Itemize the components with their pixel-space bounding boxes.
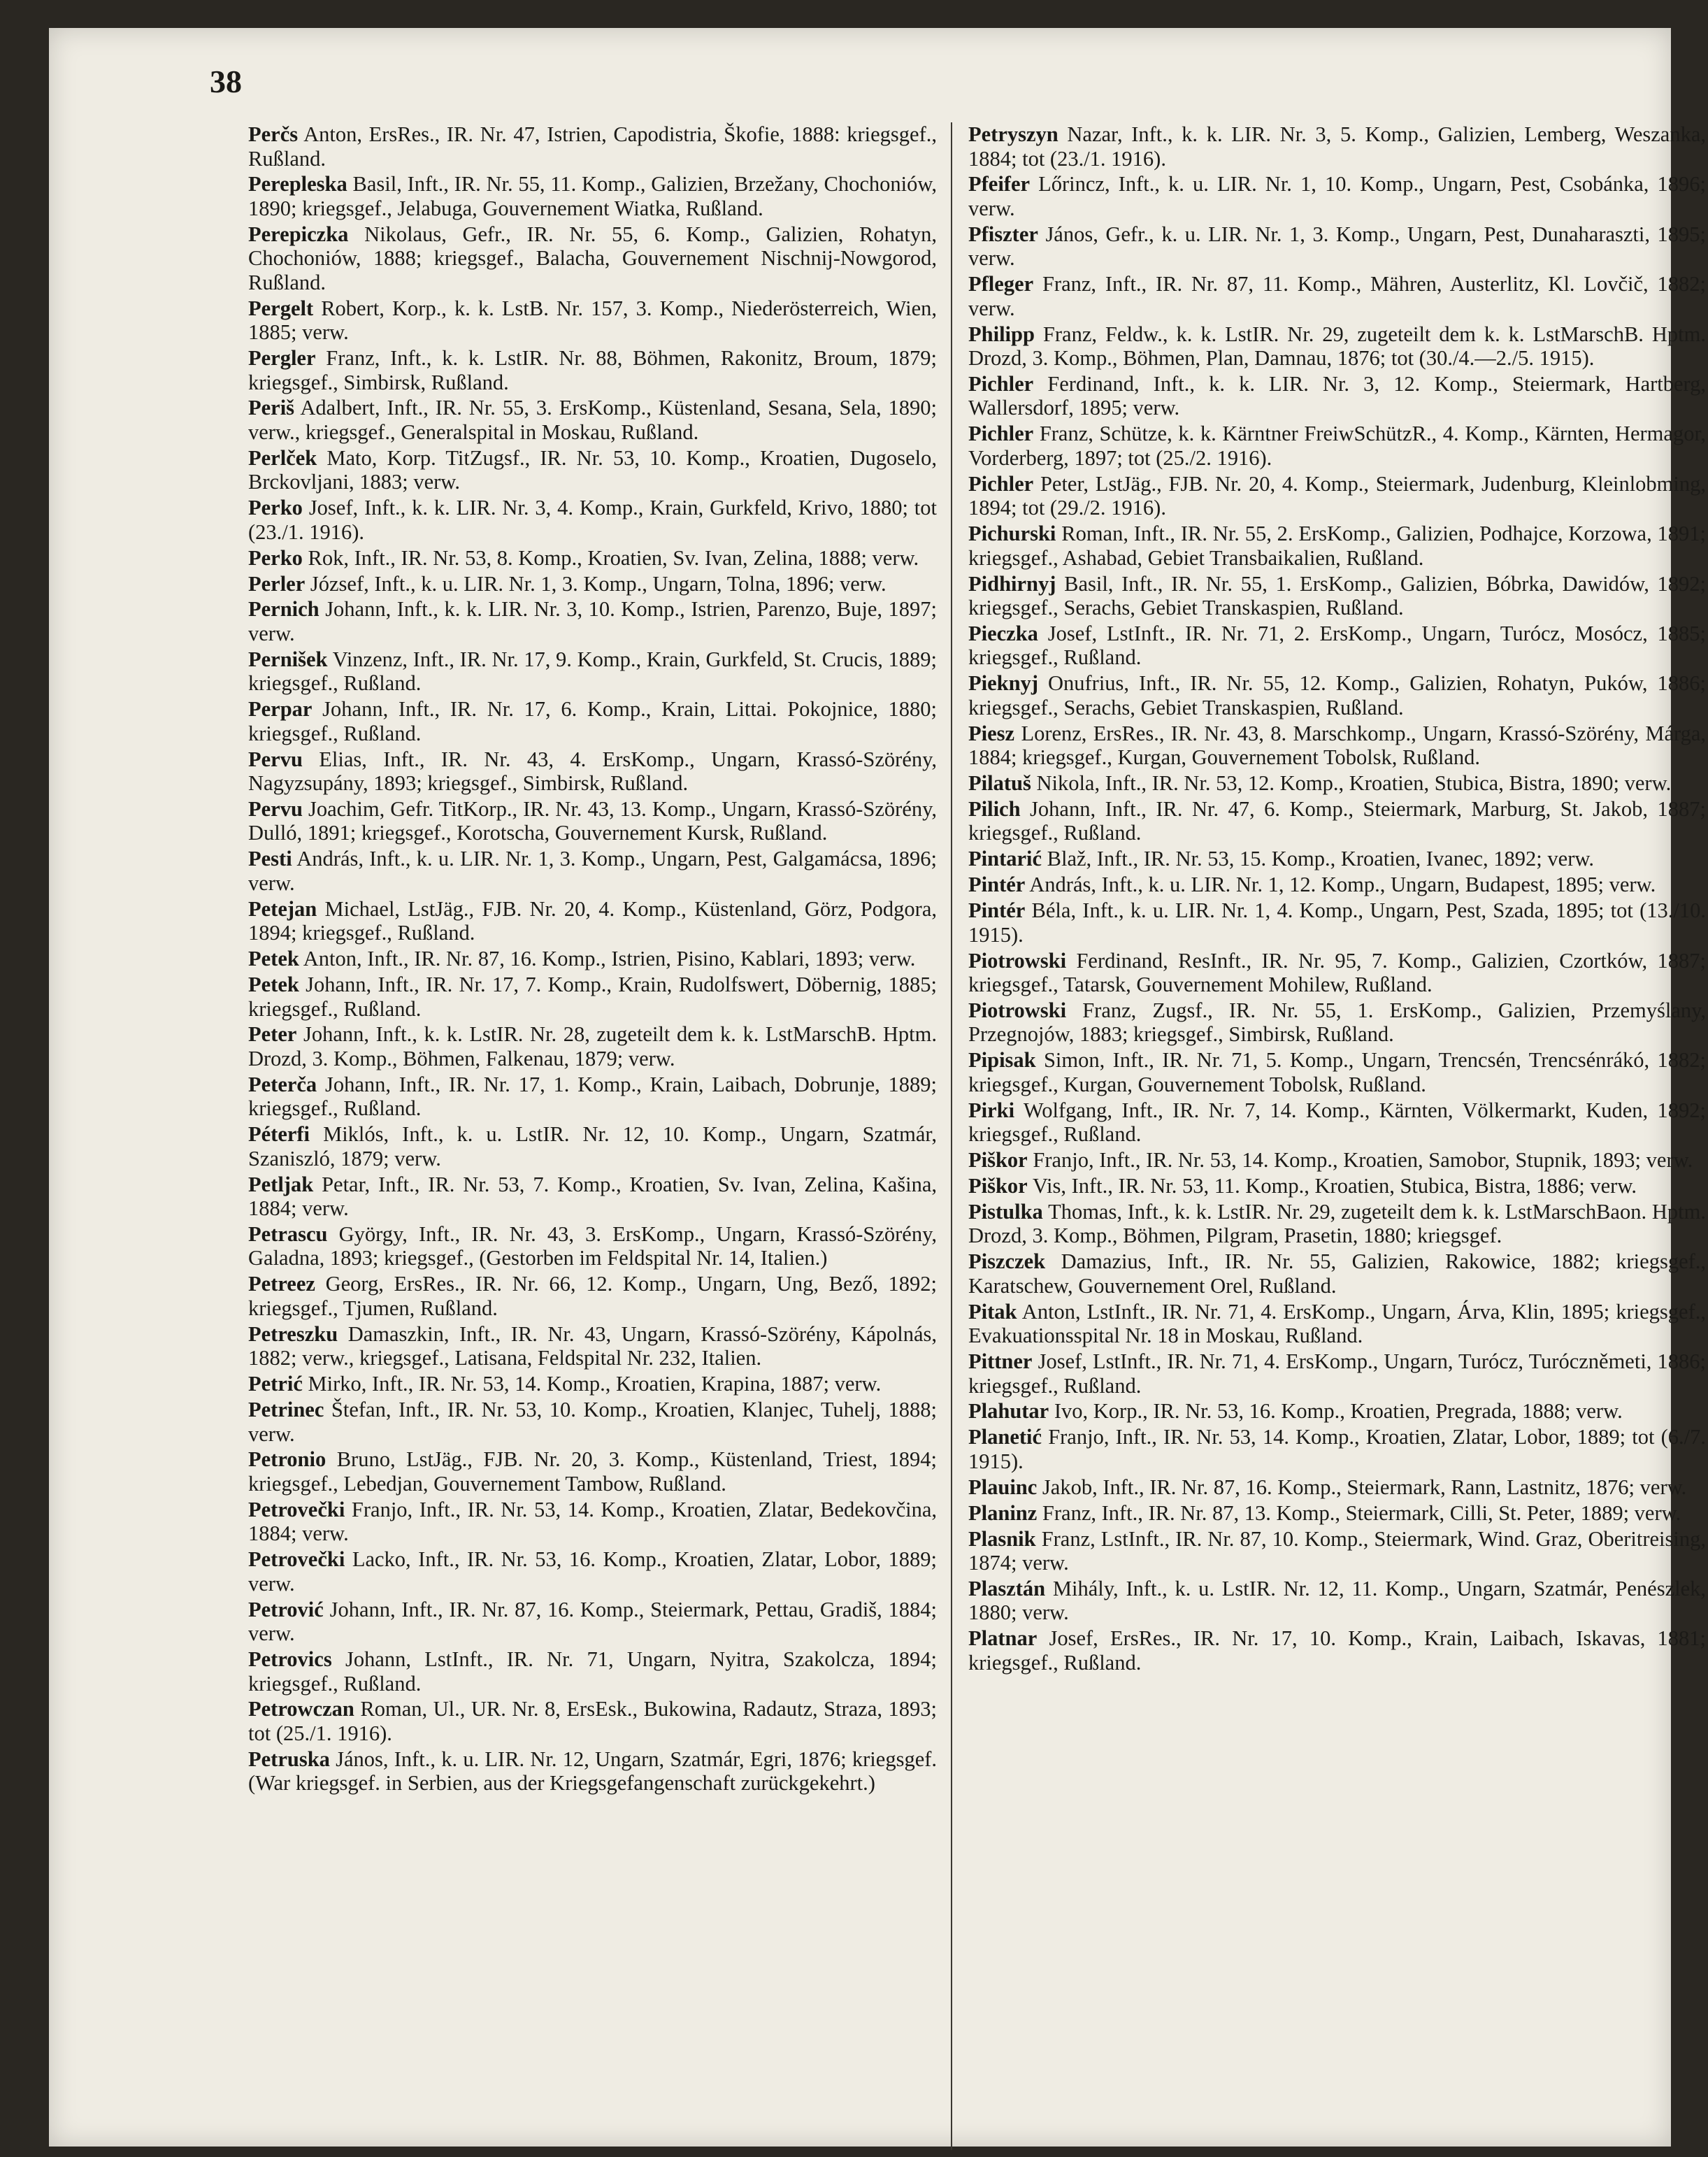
entry-details: Simon, Inft., IR. Nr. 71, 5. Komp., Ungarn, Trencsén, Trencsénrákó, 1882; kriegsgef., Kurgan, Gouvernement Tobolsk, Rußland. (968, 1048, 1706, 1096)
entry-surname: Perko (248, 496, 303, 520)
register-entry (248, 572, 937, 596)
entry-surname: Petronio (248, 1447, 326, 1472)
entry-surname: Pesti (248, 847, 292, 871)
register-entry (248, 346, 937, 394)
entry-surname: Pergelt (248, 296, 314, 320)
register-entry (248, 1322, 937, 1370)
entry-surname: Perčs (248, 122, 299, 146)
entry-details: Franz, Schütze, k. k. Kärntner FreiwSchützR., 4. Komp., Kärnten, Hermagor, Vorderberg, 1897; tot (25./2. 1916). (968, 422, 1707, 470)
entry-surname: Péterfi (248, 1122, 310, 1147)
entry-details: Anton, LstInft., IR. Nr. 71, 4. ErsKomp., Ungarn, Árva, Klin, 1895; kriegsgef., Evakuationsspital Nr. 18 in Moskau, Rußland. (968, 1299, 1706, 1348)
register-entry (248, 1598, 937, 1646)
entry-details: Franz, Inft., IR. Nr. 87, 13. Komp., Steiermark, Cilli, St. Peter, 1889; verw. (1042, 1500, 1681, 1525)
register-entry (248, 847, 937, 895)
register-entry (968, 898, 1706, 947)
entry-details: Peter, LstJäg., FJB. Nr. 20, 4. Komp., Steiermark, Judenburg, Kleinlobming, 1894; tot (29./2. 1916). (968, 471, 1707, 520)
register-entry (248, 697, 937, 745)
entry-surname: Perepiczka (248, 222, 349, 246)
entry-surname: Pernich (248, 597, 320, 622)
entry-surname: Pipisak (968, 1048, 1036, 1073)
entry-surname: Pfiszter (968, 222, 1038, 246)
register-entry (968, 222, 1706, 271)
entry-surname: Planinz (968, 1500, 1038, 1525)
register-entry (968, 522, 1706, 570)
register-entry (968, 847, 1706, 871)
entry-surname: Pichler (968, 371, 1034, 396)
entry-details: Vis, Inft., IR. Nr. 53, 11. Komp., Kroatien, Stubica, Bistra, 1886; verw. (1032, 1173, 1637, 1198)
register-entry (248, 1022, 937, 1070)
entry-details: György, Inft., IR. Nr. 43, 3. ErsKomp., Ungarn, Krassó-Szörény, Galadna, 1893; kriegsgef., (Gestorben im Feldspital Nr. 14, Italien.) (248, 1221, 937, 1270)
entry-surname: Petryszyn (968, 122, 1058, 146)
register-entry (248, 897, 937, 945)
entry-surname: Perpar (248, 697, 313, 722)
entry-surname: Petrovečki (248, 1547, 345, 1572)
entry-surname: Perlček (248, 445, 317, 470)
entry-details: Vinzenz, Inft., IR. Nr. 17, 9. Komp., Krain, Gurkfeld, St. Crucis, 1889; kriegsgef., Rußland. (248, 647, 938, 696)
register-entry (248, 1747, 937, 1796)
entry-surname: Perepleska (248, 172, 347, 196)
entry-surname: Pintér (968, 898, 1026, 923)
entry-surname: Petreez (248, 1272, 315, 1296)
entry-details: Mihály, Inft., k. u. LstIR. Nr. 12, 11. Komp., Ungarn, Szatmár, Penészlek, 1880; verw. (968, 1576, 1707, 1625)
register-entry (968, 1626, 1706, 1675)
entry-details: Franjo, Inft., IR. Nr. 53, 14. Komp., Kroatien, Zlatar, Lobor, 1889; tot (6./7. 1915). (968, 1425, 1706, 1473)
entry-details: Basil, Inft., IR. Nr. 55, 11. Komp., Galizien, Brzežany, Chochoniów, 1890; kriegsgef., Jelabuga, Gouvernement Wiatka, Rußland. (248, 172, 938, 220)
register-entry (968, 1475, 1706, 1500)
entry-details: Damaszkin, Inft., IR. Nr. 43, Ungarn, Krassó-Szörény, Kápolnás, 1882; verw., kriegsgef., Latisana, Feldspital Nr. 232, Italien. (248, 1321, 937, 1370)
entry-details: Franz, Inft., k. k. LstIR. Nr. 88, Böhmen, Rakonitz, Broum, 1879; kriegsgef., Simbirsk, Rußland. (248, 346, 938, 394)
register-entry (248, 647, 937, 696)
entry-surname: Pichurski (968, 522, 1056, 546)
entry-details: Nikolaus, Gefr., IR. Nr. 55, 6. Komp., Galizien, Rohatyn, Chochoniów, 1888; kriegsgef., Balacha, Gouvernement Nischnij-Nowgorod, Rußland. (248, 222, 937, 294)
entry-details: Michael, LstJäg., FJB. Nr. 20, 4. Komp., Küstenland, Görz, Podgora, 1894; kriegsgef., Rußland. (248, 896, 938, 945)
entry-surname: Pidhirnyj (968, 571, 1056, 596)
entry-surname: Pintér (968, 873, 1026, 897)
entry-details: Onufrius, Inft., IR. Nr. 55, 12. Komp., Galizien, Rohatyn, Puków, 1886; kriegsgef., Serachs, Gebiet Transkaspien, Rußland. (968, 671, 1707, 719)
entry-surname: Petljak (248, 1172, 314, 1196)
entry-details: Elias, Inft., IR. Nr. 43, 4. ErsKomp., Ungarn, Krassó-Szörény, Nagyzsupány, 1893; kriegsgef., Simbirsk, Rußland. (248, 747, 937, 796)
entry-details: Anton, ErsRes., IR. Nr. 47, Istrien, Capodistria, Škofie, 1888: kriegsgef., Rußland. (248, 122, 937, 171)
entry-details: Lorenz, ErsRes., IR. Nr. 43, 8. Marschkomp., Ungarn, Krassó-Szörény, Márga, 1884; kriegsgef., Kurgan, Gouvernement Tobolsk, Rußland. (968, 721, 1707, 770)
entry-details: Johann, Inft., IR. Nr. 17, 6. Komp., Krain, Littai. Pokojnice, 1880; kriegsgef., Rußland. (248, 697, 938, 745)
entry-surname: Pieknyj (968, 671, 1038, 696)
entry-details: Johann, Inft., k. k. LIR. Nr. 3, 10. Komp., Istrien, Parenzo, Buje, 1897; verw. (248, 597, 937, 645)
register-entry (248, 396, 937, 444)
entry-details: Lacko, Inft., IR. Nr. 53, 16. Komp., Kroatien, Zlatar, Lobor, 1889; verw. (248, 1547, 938, 1596)
right-column (968, 122, 1706, 1677)
entry-details: Nikola, Inft., IR. Nr. 53, 12. Komp., Kroatien, Stubica, Bistra, 1890; verw. (1036, 771, 1672, 796)
entry-surname: Piesz (968, 721, 1015, 745)
entry-surname: Plasztán (968, 1576, 1046, 1600)
entry-details: Johann, Inft., IR. Nr. 17, 1. Komp., Krain, Laibach, Dobrunje, 1889; kriegsgef., Rußland. (248, 1072, 937, 1121)
entry-surname: Piškor (968, 1148, 1028, 1173)
register-entry (968, 1527, 1706, 1575)
entry-details: Franz, Feldw., k. k. LstIR. Nr. 29, zugeteilt dem k. k. LstMarschB. Hptm. Drozd, 3. Komp., Böhmen, Plan, Damnau, 1876; tot (30./4.—2./5. 1915). (968, 322, 1706, 371)
entry-surname: Perler (248, 571, 306, 596)
register-entry (968, 949, 1706, 997)
entry-details: Mirko, Inft., IR. Nr. 53, 14. Komp., Kroatien, Krapina, 1887; verw. (308, 1372, 882, 1396)
register-entry (968, 1048, 1706, 1096)
entry-details: Roman, Ul., UR. Nr. 8, ErsEsk., Bukowina, Radautz, Straza, 1893; tot (25./1. 1916). (248, 1697, 937, 1745)
register-entry (968, 322, 1706, 371)
register-entry (968, 873, 1706, 897)
entry-surname: Plauinc (968, 1475, 1038, 1499)
entry-details: Ferdinand, ResInft., IR. Nr. 95, 7. Komp., Galizien, Czortków, 1887; kriegsgef., Tatarsk, Gouvernement Mohilew, Rußland. (968, 948, 1707, 997)
entry-details: János, Inft., k. u. LIR. Nr. 12, Ungarn, Szatmár, Egri, 1876; kriegsgef. (War kriegsgef. in Serbien, aus der Kriegsgefangenschaft zurückgekehrt.) (248, 1747, 938, 1796)
register-entry (968, 1425, 1706, 1473)
entry-surname: Petek (248, 973, 299, 997)
entry-surname: Piškor (968, 1173, 1028, 1198)
entry-surname: Pistulka (968, 1199, 1043, 1224)
register-entry (968, 372, 1706, 420)
entry-surname: Pichler (968, 471, 1034, 496)
entry-surname: Pilatuš (968, 771, 1031, 796)
entry-surname: Petruska (248, 1747, 330, 1771)
entry-surname: Pirki (968, 1098, 1015, 1122)
entry-details: Johann, Inft., k. k. LstIR. Nr. 28, zugeteilt dem k. k. LstMarschB. Hptm. Drozd, 3. Komp., Böhmen, Falkenau, 1879; verw. (248, 1022, 938, 1070)
entry-details: Adalbert, Inft., IR. Nr. 55, 3. ErsKomp., Küstenland, Sesana, Sela, 1890; verw., kriegsgef., Generalspital in Moskau, Rußland. (248, 396, 937, 444)
column-divider (951, 122, 952, 2150)
register-entry (248, 1447, 937, 1496)
entry-details: Franjo, Inft., IR. Nr. 53, 14. Komp., Kroatien, Zlatar, Bedekovčina, 1884; verw. (248, 1497, 937, 1546)
register-entry (968, 1577, 1706, 1625)
register-entry (248, 1272, 937, 1320)
register-entry (968, 572, 1706, 620)
entry-details: Franz, Inft., IR. Nr. 87, 11. Komp., Mähren, Austerlitz, Kl. Lovčič, 1882; verw. (968, 272, 1706, 320)
entry-surname: Philipp (968, 322, 1035, 346)
entry-surname: Pergler (248, 346, 316, 371)
register-entry (968, 797, 1706, 845)
register-entry (968, 472, 1706, 520)
entry-surname: Pittner (968, 1349, 1033, 1374)
entry-details: Josef, Inft., k. k. LIR. Nr. 3, 4. Komp., Krain, Gurkfeld, Krivo, 1880; tot (23./1. 1916). (248, 496, 937, 544)
entry-details: Roman, Inft., IR. Nr. 55, 2. ErsKomp., Galizien, Podhajce, Korzowa, 1891; kriegsgef., Ashabad, Gebiet Transbaikalien, Rußland. (968, 522, 1706, 570)
entry-details: Josef, LstInft., IR. Nr. 71, 2. ErsKomp., Ungarn, Turócz, Mosócz, 1885; kriegsgef., Rußland. (968, 621, 1707, 670)
entry-details: Rok, Inft., IR. Nr. 53, 8. Komp., Kroatien, Sv. Ivan, Zelina, 1888; verw. (308, 545, 919, 570)
register-entry (968, 272, 1706, 320)
register-entry (968, 998, 1706, 1047)
entry-surname: Petrić (248, 1372, 303, 1396)
entry-surname: Pervu (248, 796, 303, 821)
entry-surname: Pernišek (248, 647, 328, 671)
entry-details: Ivo, Korp., IR. Nr. 53, 16. Komp., Kroatien, Pregrada, 1888; verw. (1054, 1399, 1623, 1424)
register-entry (248, 1547, 937, 1596)
register-entry (248, 797, 937, 845)
register-entry (968, 122, 1706, 171)
register-entry (248, 222, 937, 295)
entry-details: Franjo, Inft., IR. Nr. 53, 14. Komp., Kroatien, Samobor, Stupnik, 1893; verw. (1033, 1148, 1693, 1173)
register-entry (968, 1501, 1706, 1526)
entry-surname: Petrascu (248, 1221, 328, 1246)
register-entry (248, 296, 937, 345)
entry-details: Johann, Inft., IR. Nr. 47, 6. Komp., Steiermark, Marburg, St. Jakob, 1887; kriegsgef., Rußland. (968, 796, 1706, 845)
entry-surname: Petrovečki (248, 1497, 345, 1521)
entry-details: Johann, Inft., IR. Nr. 17, 7. Komp., Krain, Rudolfswert, Döbernig, 1885; kriegsgef., Rußland. (248, 973, 938, 1021)
entry-surname: Pieczka (968, 621, 1038, 645)
entry-details: Robert, Korp., k. k. LstB. Nr. 157, 3. Komp., Niederösterreich, Wien, 1885; verw. (248, 296, 938, 345)
register-entry (248, 1372, 937, 1396)
entry-details: Georg, ErsRes., IR. Nr. 66, 12. Komp., Ungarn, Ung, Bező, 1892; kriegsgef., Tjumen, Rußland. (248, 1272, 938, 1320)
entry-surname: Perko (248, 545, 303, 570)
page-number: 38 (210, 64, 242, 99)
entry-details: Wolfgang, Inft., IR. Nr. 7, 14. Komp., Kärnten, Völkermarkt, Kuden, 1892; kriegsgef., Rußland. (968, 1098, 1706, 1147)
entry-surname: Planetić (968, 1425, 1042, 1449)
register-entry (968, 422, 1706, 470)
entry-surname: Pitak (968, 1299, 1017, 1324)
register-entry (248, 1398, 937, 1446)
entry-details: János, Gefr., k. u. LIR. Nr. 1, 3. Komp., Ungarn, Pest, Dunaharaszti, 1895; verw. (968, 222, 1706, 271)
register-entry (968, 1148, 1706, 1173)
register-entry (248, 1122, 937, 1170)
register-entry (968, 172, 1706, 220)
entry-details: Thomas, Inft., k. k. LstIR. Nr. 29, zugeteilt dem k. k. LstMarschBaon. Hptm. Drozd, 3. Komp., Böhmen, Pilgram, Prasetin, 1880; kriegsgef. (968, 1199, 1707, 1248)
register-entry (968, 1300, 1706, 1348)
entry-surname: Plasnik (968, 1526, 1036, 1551)
entry-surname: Petejan (248, 896, 317, 921)
register-entry (248, 747, 937, 796)
register-entry (248, 1647, 937, 1696)
entry-surname: Petrinec (248, 1398, 324, 1422)
entry-details: Franz, Zugsf., IR. Nr. 55, 1. ErsKomp., Galizien, Przemyślany, Przegnojów, 1883; kriegsgef., Simbirsk, Rußland. (968, 998, 1707, 1047)
entry-details: Franz, LstInft., IR. Nr. 87, 10. Komp., Steiermark, Wind. Graz, Oberitreising, 1874; verw. (968, 1526, 1707, 1575)
register-entry (248, 597, 937, 645)
entry-surname: Piotrowski (968, 998, 1067, 1022)
entry-details: Ferdinand, Inft., k. k. LIR. Nr. 3, 12. Komp., Steiermark, Hartberg, Wallersdorf, 1895; verw. (968, 371, 1707, 420)
document-page (49, 28, 1707, 2147)
entry-surname: Pfleger (968, 272, 1034, 296)
entry-surname: Petek (248, 947, 299, 971)
entry-surname: Platnar (968, 1626, 1038, 1651)
entry-details: Johann, LstInft., IR. Nr. 71, Ungarn, Nyitra, Szakolcza, 1894; kriegsgef., Rußland. (248, 1647, 938, 1696)
entry-details: Josef, ErsRes., IR. Nr. 17, 10. Komp., Krain, Laibach, Iskavas, 1881; kriegsgef., Rußland. (968, 1626, 1707, 1675)
entry-surname: Pilich (968, 796, 1021, 821)
register-entry (248, 446, 937, 494)
register-entry (968, 1174, 1706, 1198)
entry-details: Anton, Inft., IR. Nr. 87, 16. Komp., Istrien, Pisino, Kablari, 1893; verw. (303, 947, 916, 971)
entry-details: Štefan, Inft., IR. Nr. 53, 10. Komp., Kroatien, Klanjec, Tuhelj, 1888; verw. (248, 1398, 938, 1446)
entry-details: Lőrincz, Inft., k. u. LIR. Nr. 1, 10. Komp., Ungarn, Pest, Csobánka, 1896; verw. (968, 172, 1706, 220)
entry-surname: Plahutar (968, 1399, 1049, 1424)
entry-details: András, Inft., k. u. LIR. Nr. 1, 12. Komp., Ungarn, Budapest, 1895; verw. (1029, 873, 1656, 897)
entry-details: Blaž, Inft., IR. Nr. 53, 15. Komp., Kroatien, Ivanec, 1892; verw. (1047, 847, 1595, 871)
register-entry (968, 671, 1706, 719)
entry-details: Basil, Inft., IR. Nr. 55, 1. ErsKomp., Galizien, Bóbrka, Dawidów, 1892; kriegsgef., Serachs, Gebiet Transkaspien, Rußland. (968, 571, 1706, 620)
register-entry (968, 771, 1706, 796)
entry-surname: Petrovics (248, 1647, 332, 1671)
register-entry (968, 622, 1706, 670)
entry-details: Josef, LstInft., IR. Nr. 71, 4. ErsKomp., Ungarn, Turócz, Turóczněmeti, 1886; kriegsgef., Rußland. (968, 1349, 1706, 1398)
register-entry (248, 973, 937, 1021)
register-entry (248, 172, 937, 220)
register-entry (248, 1173, 937, 1221)
entry-surname: Periš (248, 396, 295, 420)
entry-surname: Peterča (248, 1072, 317, 1096)
entry-details: József, Inft., k. u. LIR. Nr. 1, 3. Komp., Ungarn, Tolna, 1896; verw. (310, 571, 887, 596)
register-entry (968, 1349, 1706, 1398)
entry-details: Béla, Inft., k. u. LIR. Nr. 1, 4. Komp., Ungarn, Pest, Szada, 1895; tot (13./10. 1915). (968, 898, 1706, 947)
entry-surname: Peter (248, 1022, 297, 1047)
register-entry (968, 722, 1706, 770)
register-entry (248, 1697, 937, 1745)
register-entry (248, 1498, 937, 1546)
entry-details: Joachim, Gefr. TitKorp., IR. Nr. 43, 13. Komp., Ungarn, Krassó-Szörény, Dulló, 1891; kriegsgef., Korotscha, Gouvernement Kursk, Rußland. (248, 796, 937, 845)
entry-surname: Pfeifer (968, 172, 1031, 196)
entry-details: Jakob, Inft., IR. Nr. 87, 16. Komp., Steiermark, Rann, Lastnitz, 1876; verw. (1042, 1475, 1687, 1499)
entry-surname: Piszczek (968, 1249, 1046, 1274)
register-entry (968, 1098, 1706, 1147)
entry-surname: Petreszku (248, 1321, 338, 1346)
register-entry (248, 496, 937, 544)
entry-surname: Pervu (248, 747, 303, 771)
entry-details: András, Inft., k. u. LIR. Nr. 1, 3. Komp., Ungarn, Pest, Galgamácsa, 1896; verw. (248, 847, 937, 895)
left-column (248, 122, 937, 1797)
entry-surname: Pichler (968, 422, 1034, 446)
entry-details: Nazar, Inft., k. k. LIR. Nr. 3, 5. Komp., Galizien, Lemberg, Weszanka, 1884; tot (23./1. 1916). (968, 122, 1706, 171)
entry-surname: Pintarić (968, 847, 1042, 871)
entry-details: Miklós, Inft., k. u. LstIR. Nr. 12, 10. Komp., Ungarn, Szatmár, Szaniszló, 1879; verw. (248, 1122, 937, 1170)
entry-surname: Piotrowski (968, 948, 1067, 973)
register-entry (968, 1249, 1706, 1298)
register-entry (968, 1399, 1706, 1424)
entry-surname: Petrowczan (248, 1697, 354, 1721)
register-entry (248, 1222, 937, 1270)
entry-details: Mato, Korp. TitZugsf., IR. Nr. 53, 10. Komp., Kroatien, Dugoselo, Brckovljani, 1883; verw. (248, 445, 937, 494)
register-entry (968, 1200, 1706, 1248)
entry-details: Damazius, Inft., IR. Nr. 55, Galizien, Rakowice, 1882; kriegsgef., Karatschew, Gouvernement Orel, Rußland. (968, 1249, 1707, 1298)
entry-details: Johann, Inft., IR. Nr. 87, 16. Komp., Steiermark, Pettau, Gradiš, 1884; verw. (248, 1597, 938, 1646)
register-entry (248, 122, 937, 171)
entry-details: Petar, Inft., IR. Nr. 53, 7. Komp., Kroatien, Sv. Ivan, Zelina, Kašina, 1884; verw. (248, 1172, 937, 1221)
entry-details: Bruno, LstJäg., FJB. Nr. 20, 3. Komp., Küstenland, Triest, 1894; kriegsgef., Lebedjan, Gouvernement Tambow, Rußland. (248, 1447, 938, 1496)
register-entry (248, 546, 937, 571)
entry-surname: Petrović (248, 1597, 324, 1621)
register-entry (248, 947, 937, 971)
register-entry (248, 1073, 937, 1121)
